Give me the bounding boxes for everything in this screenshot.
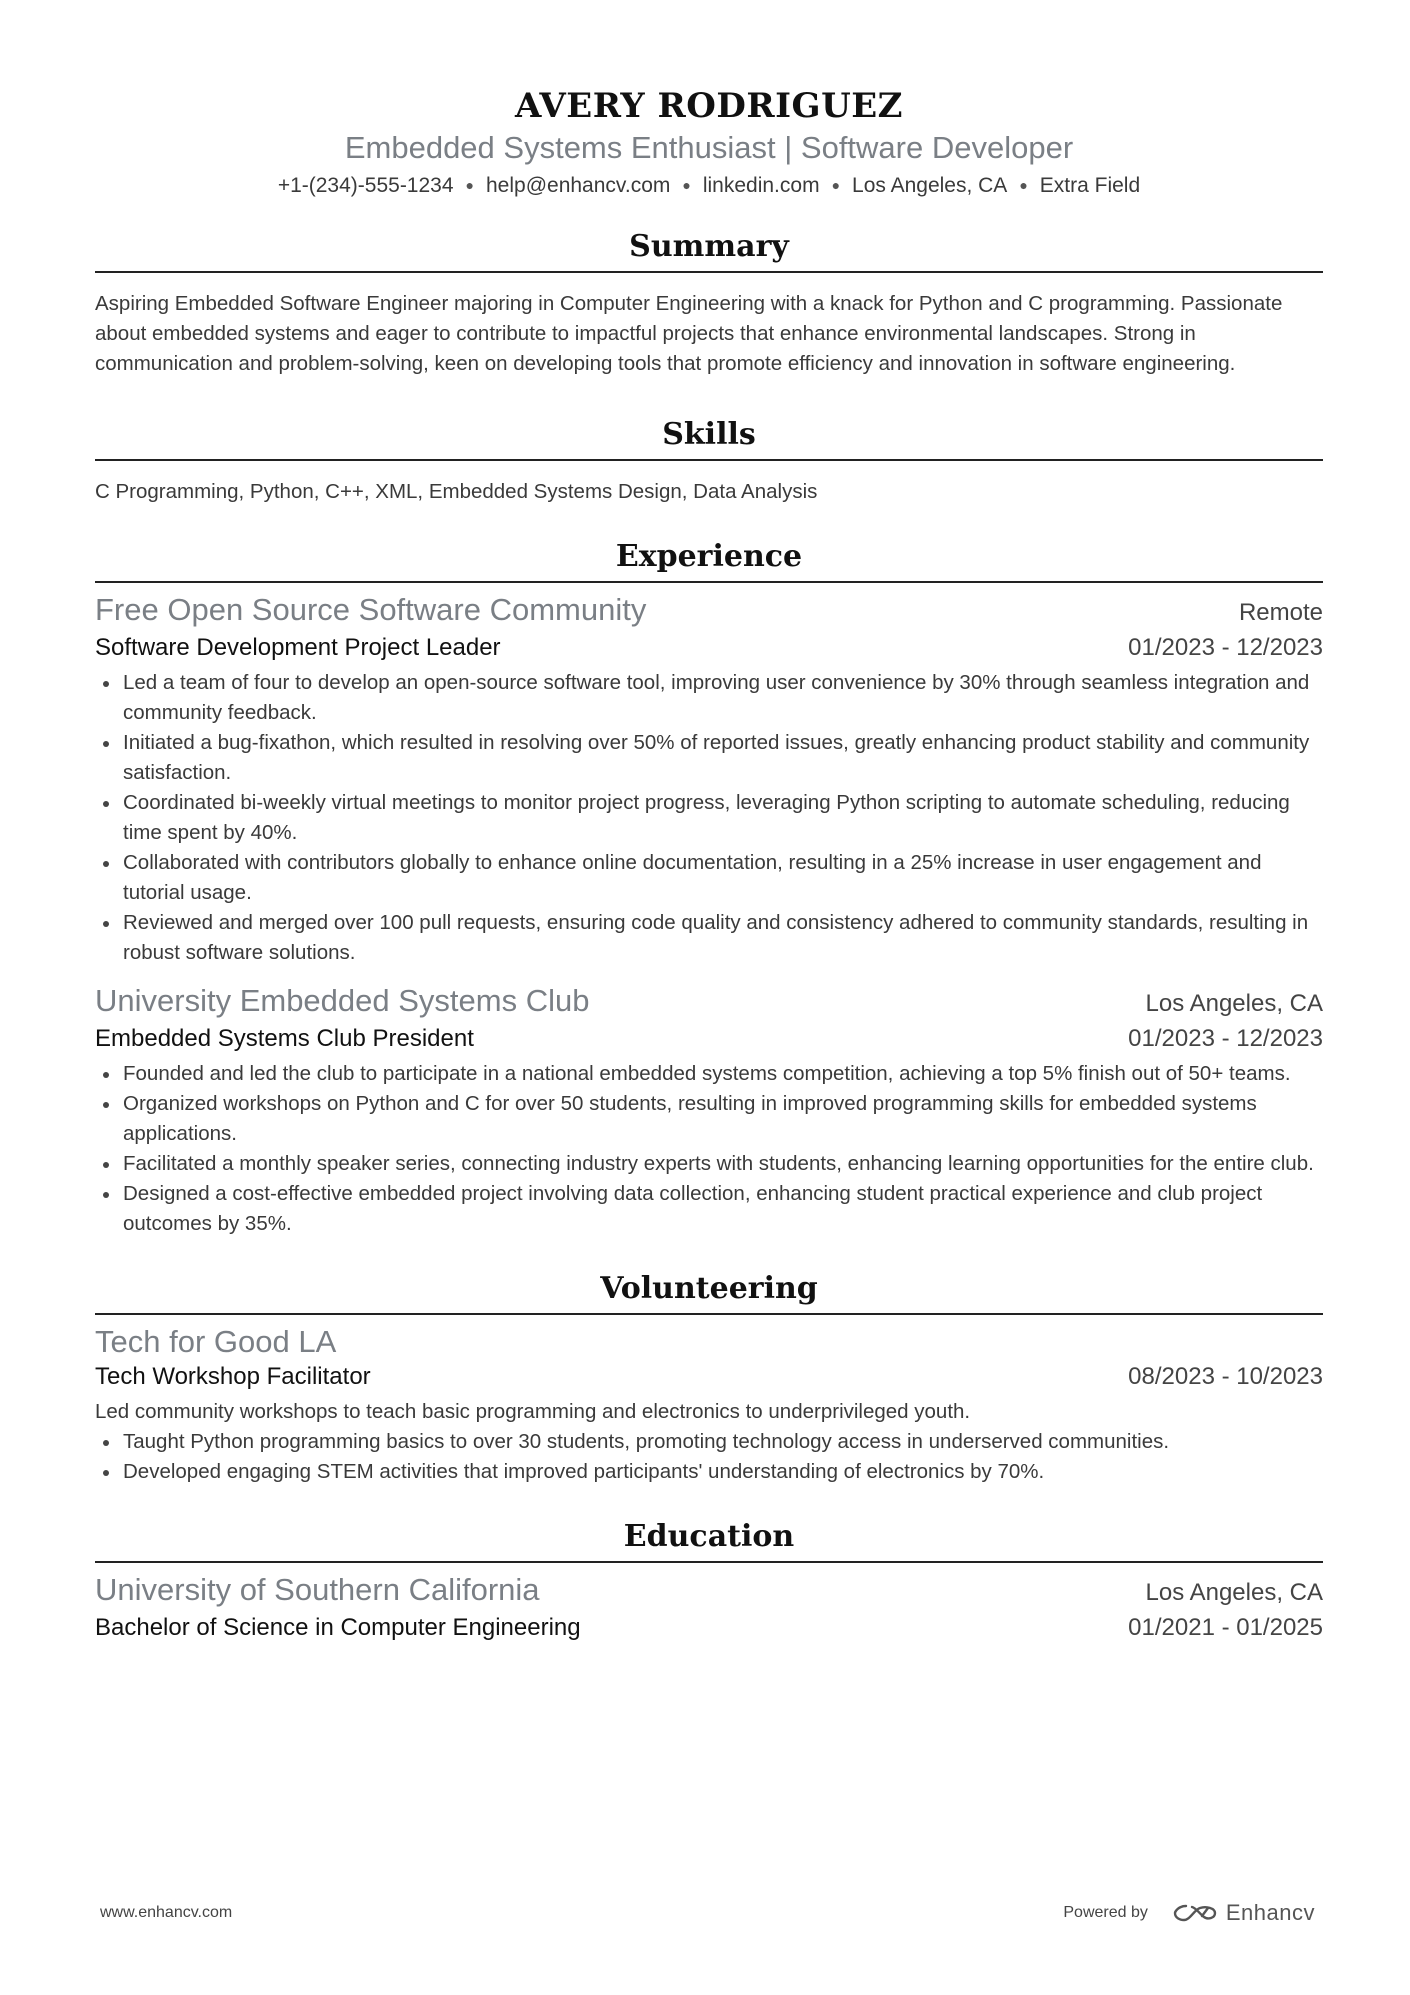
resume-header [95, 0, 1323, 201]
degree-name: Bachelor of Science in Computer Engineering [95, 1614, 581, 1641]
contact-line [95, 170, 1323, 201]
bullet-separator-icon: ● [1019, 177, 1028, 193]
candidate-name: AVERY RODRIGUEZ [515, 86, 903, 126]
section-title: Experience [95, 537, 1323, 583]
volunteering-entry [95, 1323, 1323, 1487]
bullet-separator-icon: ● [831, 177, 841, 193]
experience-entry [95, 591, 1323, 968]
entry-dates: 01/2023 - 12/2023 [1128, 634, 1323, 661]
summary-section [95, 227, 1323, 379]
contact-phone: +1-(234)-555-1234 [277, 174, 454, 197]
entry-role-row [95, 1361, 1323, 1393]
footer-branding [1063, 1900, 1315, 1926]
entry-header-row [95, 1323, 1323, 1361]
entry-header-row [95, 982, 1323, 1023]
list-item: Reviewed and merged over 100 pull requests, ensuring code quality and consistency adhered to community standards, resulting in robust software solutions. [123, 908, 1323, 968]
volunteering-section [95, 1269, 1323, 1487]
bullet-separator-icon: ● [465, 177, 474, 193]
list-item: Facilitated a monthly speaker series, connecting industry experts with students, enhancing learning opportunities for the entire club. [123, 1149, 1323, 1179]
contact-linkedin[interactable]: linkedin.com [702, 174, 820, 197]
brand-link[interactable] [1172, 1900, 1315, 1926]
powered-by-label: Powered by [1063, 1904, 1148, 1921]
entry-description: Led community workshops to teach basic programming and electronics to underprivileged youth. [95, 1400, 971, 1423]
education-entry [95, 1571, 1323, 1644]
section-title: Volunteering [95, 1269, 1323, 1315]
section-title: Summary [95, 227, 1323, 273]
entry-header-row [95, 1571, 1323, 1612]
list-item: Organized workshops on Python and C for over 50 students, resulting in improved programming skills for embedded systems applications. [123, 1089, 1323, 1149]
resume-page [95, 0, 1323, 1658]
entry-dates: 08/2023 - 10/2023 [1128, 1363, 1323, 1390]
footer-url-link[interactable]: www.enhancv.com [100, 1904, 233, 1921]
list-item: Led a team of four to develop an open-source software tool, improving user convenience by 30% through seamless integration and community feedback. [123, 668, 1323, 728]
achievement-list [95, 1427, 1323, 1487]
achievement-list [95, 668, 1323, 968]
contact-location: Los Angeles, CA [852, 174, 1008, 197]
skills-text: C Programming, Python, C++, XML, Embedded Systems Design, Data Analysis [95, 480, 818, 503]
entry-role-row [95, 632, 1323, 664]
job-role: Embedded Systems Club President [95, 1025, 474, 1052]
entry-location: Los Angeles, CA [1145, 990, 1323, 1017]
brand-name: Enhancv [1225, 1900, 1315, 1925]
organization-name: University Embedded Systems Club [95, 983, 590, 1018]
volunteer-role: Tech Workshop Facilitator [95, 1363, 371, 1390]
entry-role-row [95, 1612, 1323, 1644]
entry-role-row [95, 1023, 1323, 1055]
bullet-separator-icon: ● [682, 177, 691, 193]
list-item: Coordinated bi-weekly virtual meetings to monitor project progress, leveraging Python scripting to automate scheduling, reducing time spent by 40%. [123, 788, 1323, 848]
skills-section [95, 415, 1323, 507]
list-item: Founded and led the club to participate in a national embedded systems competition, achieving a top 5% finish out of 50+ teams. [123, 1059, 1323, 1089]
experience-entry [95, 982, 1323, 1239]
contact-extra: Extra Field [1039, 174, 1141, 197]
list-item: Collaborated with contributors globally to enhance online documentation, resulting in a 25% increase in user engagement and tutorial usage. [123, 848, 1323, 908]
school-name: University of Southern California [95, 1572, 540, 1607]
summary-text: Aspiring Embedded Software Engineer majoring in Computer Engineering with a knack for Python and C programming. Passionate about embedded systems and eager to contribute to impactful projects that enhance environmental landscapes. Strong in communication and problem-solving, keen on developing tools that promote efficiency and innovation in software engineering. [95, 292, 1283, 375]
entry-header-row [95, 591, 1323, 632]
page-footer [100, 1895, 1315, 1931]
experience-section [95, 537, 1323, 1239]
entry-location: Los Angeles, CA [1145, 1579, 1323, 1606]
organization-name: Tech for Good LA [95, 1324, 337, 1359]
job-role: Software Development Project Leader [95, 634, 501, 661]
section-title: Skills [95, 415, 1323, 461]
entry-dates: 01/2021 - 01/2025 [1128, 1614, 1323, 1641]
entry-dates: 01/2023 - 12/2023 [1128, 1025, 1323, 1052]
list-item: Designed a cost-effective embedded project involving data collection, enhancing student practical experience and club project outcomes by 35%. [123, 1179, 1323, 1239]
section-title: Education [95, 1517, 1323, 1563]
list-item: Initiated a bug-fixathon, which resulted in resolving over 50% of reported issues, greatly enhancing product stability and community satisfaction. [123, 728, 1323, 788]
list-item: Developed engaging STEM activities that improved participants' understanding of electronics by 70%. [123, 1457, 1323, 1487]
enhancv-logo-icon [1172, 1902, 1218, 1924]
achievement-list [95, 1059, 1323, 1239]
contact-email[interactable]: help@enhancv.com [486, 174, 671, 197]
candidate-title: Embedded Systems Enthusiast | Software Developer [344, 130, 1074, 165]
list-item: Taught Python programming basics to over 30 students, promoting technology access in underserved communities. [123, 1427, 1323, 1457]
education-section [95, 1517, 1323, 1644]
entry-location: Remote [1238, 599, 1323, 626]
organization-name: Free Open Source Software Community [95, 592, 647, 627]
